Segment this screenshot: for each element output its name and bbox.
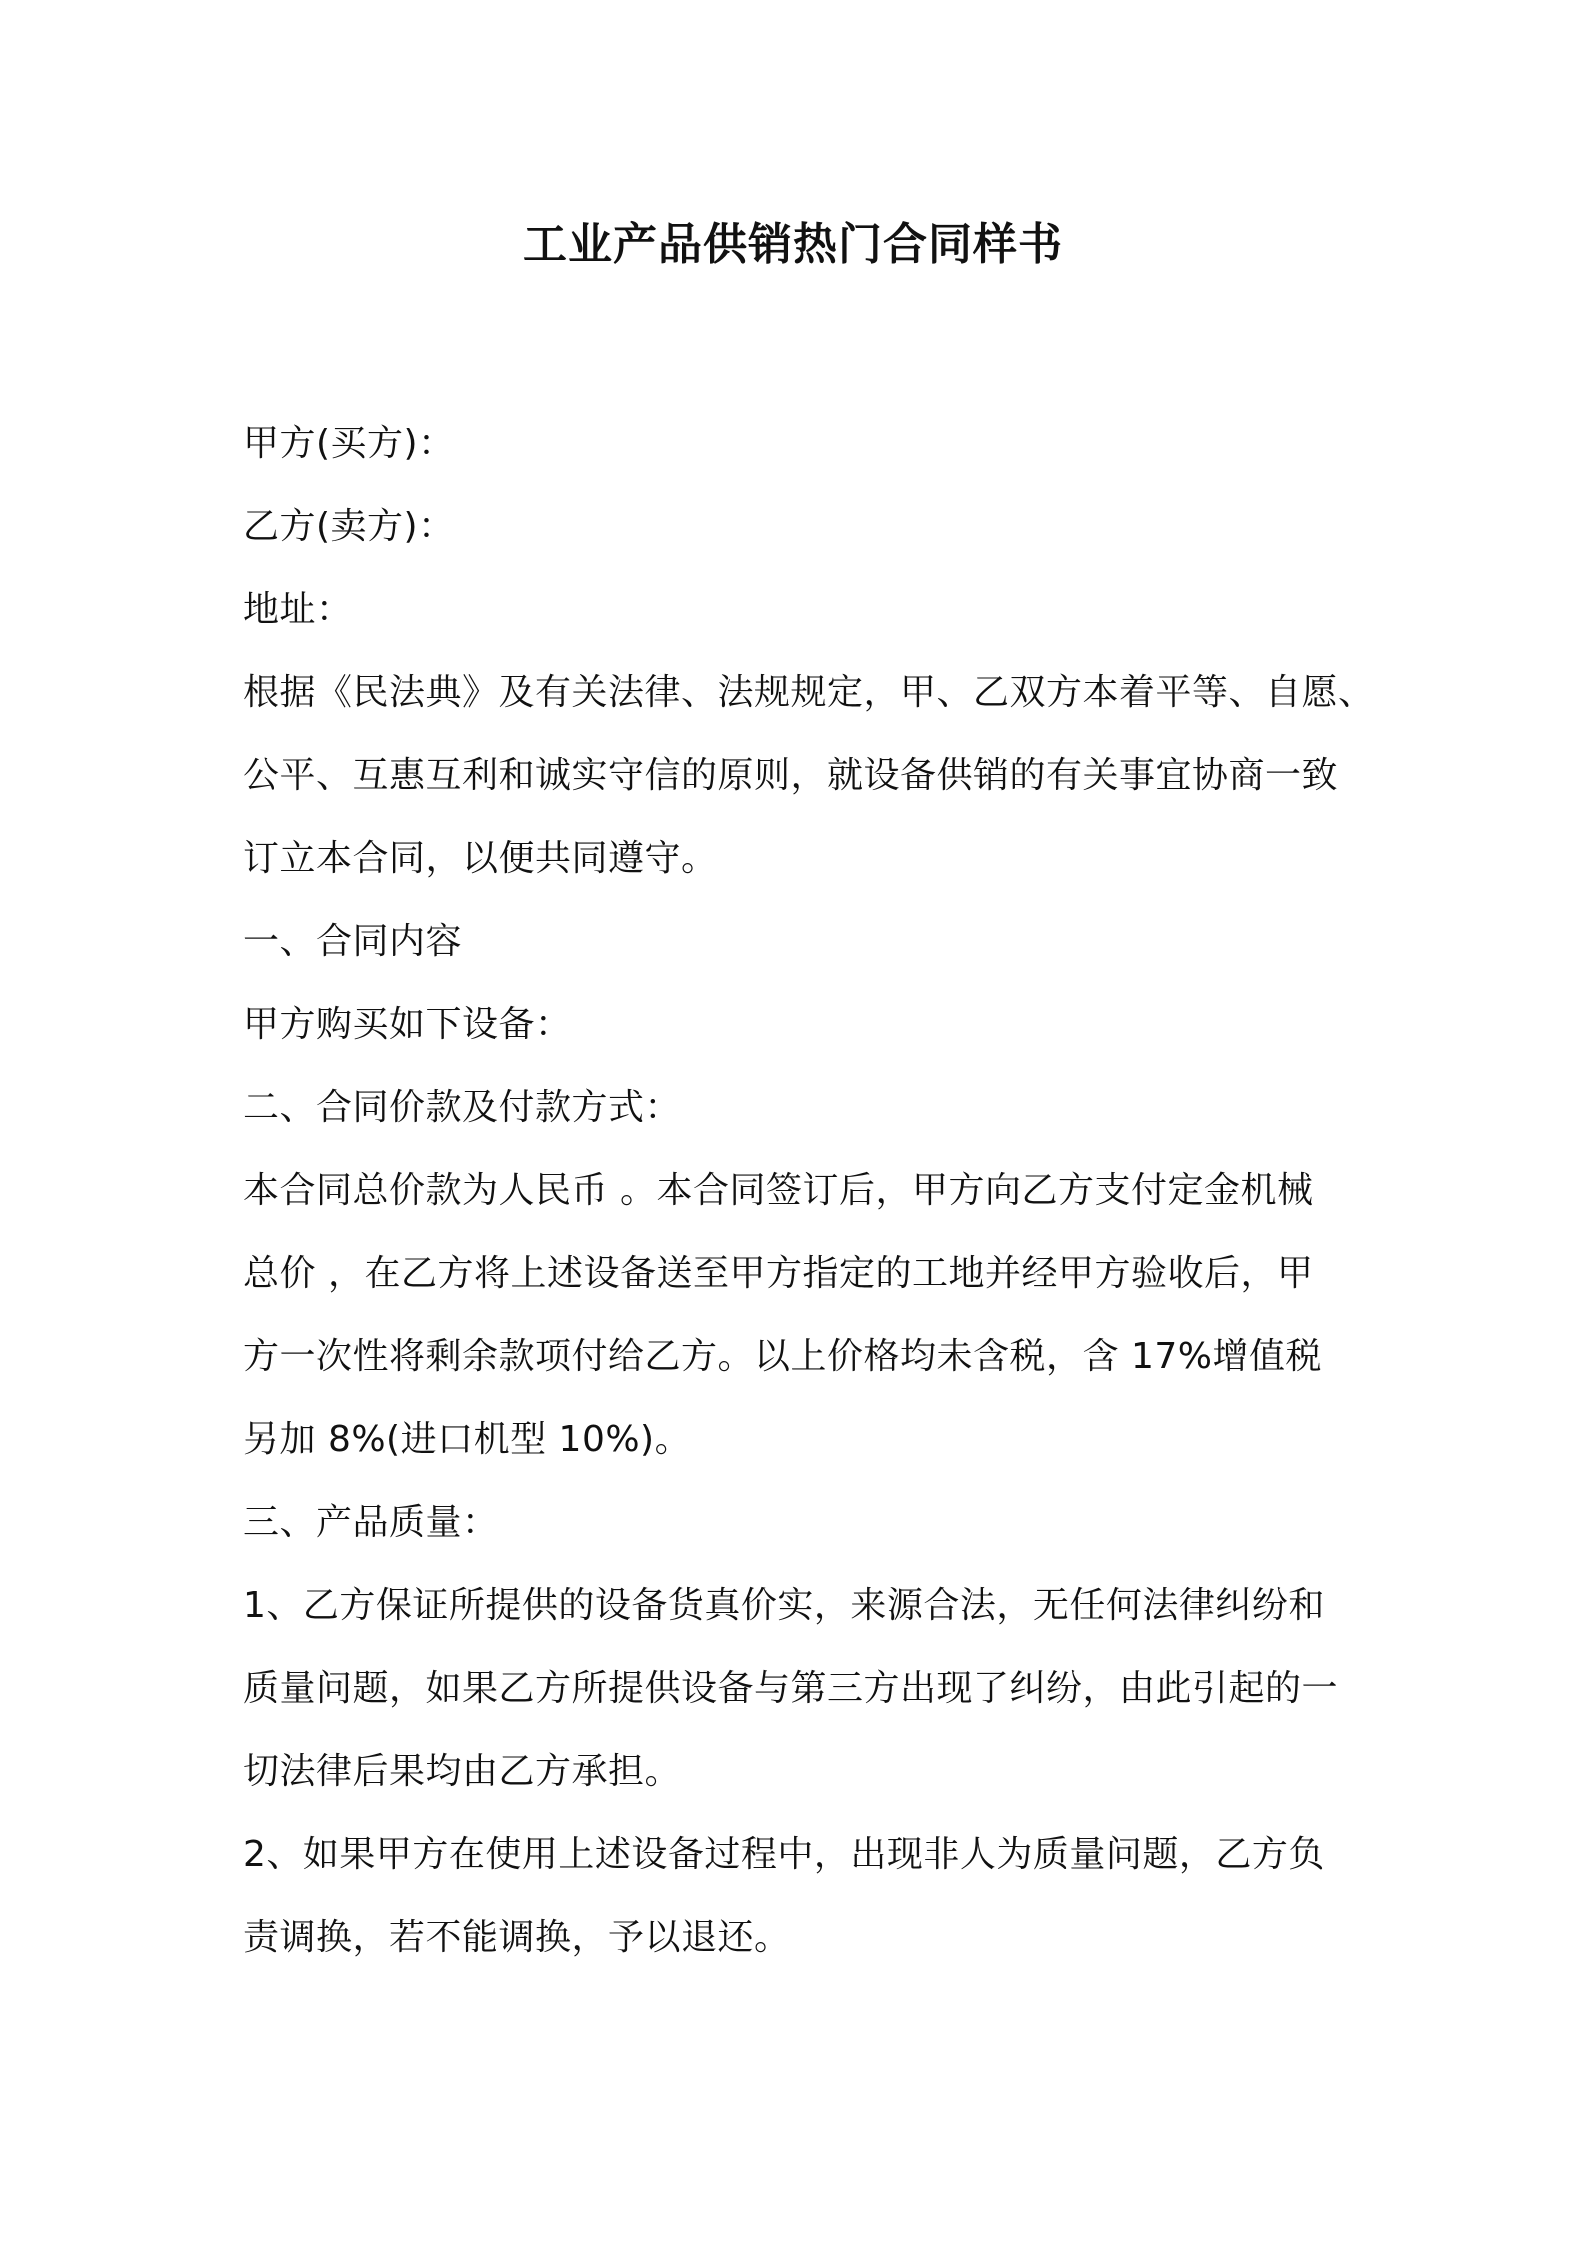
preamble-line: 公平、互惠互利和诚实守信的原则，就设备供销的有关事宜协商一致 bbox=[243, 755, 1339, 796]
paragraph-line: 切法律后果均由乙方承担。 bbox=[243, 1751, 682, 1792]
party-b-line: 乙方(卖方)： bbox=[243, 506, 455, 547]
paragraph-line: 1、乙方保证所提供的设备货真价实，来源合法，无任何法律纠纷和 bbox=[243, 1585, 1325, 1626]
paragraph-line: 甲方购买如下设备： bbox=[243, 1004, 572, 1045]
section-heading-quality: 三、产品质量： bbox=[243, 1502, 499, 1543]
paragraph-line: 另加 8%(进口机型 10%)。 bbox=[243, 1419, 692, 1460]
paragraph-line: 方一次性将剩余款项付给乙方。以上价格均未含税，含 17%增值税 bbox=[243, 1336, 1322, 1377]
paragraph-line: 质量问题，如果乙方所提供设备与第三方出现了纠纷，由此引起的一 bbox=[243, 1668, 1339, 1709]
paragraph-line: 本合同总价款为人民币 。本合同签订后，甲方向乙方支付定金机械 bbox=[243, 1170, 1314, 1211]
paragraph-line: 2、如果甲方在使用上述设备过程中，出现非人为质量问题，乙方负 bbox=[243, 1834, 1325, 1875]
party-a-line: 甲方(买方)： bbox=[243, 423, 455, 464]
address-line: 地址： bbox=[243, 589, 353, 630]
section-heading-price: 二、合同价款及付款方式： bbox=[243, 1087, 682, 1128]
preamble-line: 根据《民法典》及有关法律、法规规定，甲、乙双方本着平等、自愿、 bbox=[243, 672, 1375, 713]
document-title: 工业产品供销热门合同样书 bbox=[523, 219, 1063, 270]
paragraph-line: 总价 ，在乙方将上述设备送至甲方指定的工地并经甲方验收后，甲 bbox=[243, 1253, 1314, 1294]
preamble-line: 订立本合同，以便共同遵守。 bbox=[243, 838, 718, 879]
section-heading-contents: 一、合同内容 bbox=[243, 921, 463, 962]
paragraph-line: 责调换，若不能调换，予以退还。 bbox=[243, 1917, 791, 1958]
document-body bbox=[243, 402, 1375, 1979]
